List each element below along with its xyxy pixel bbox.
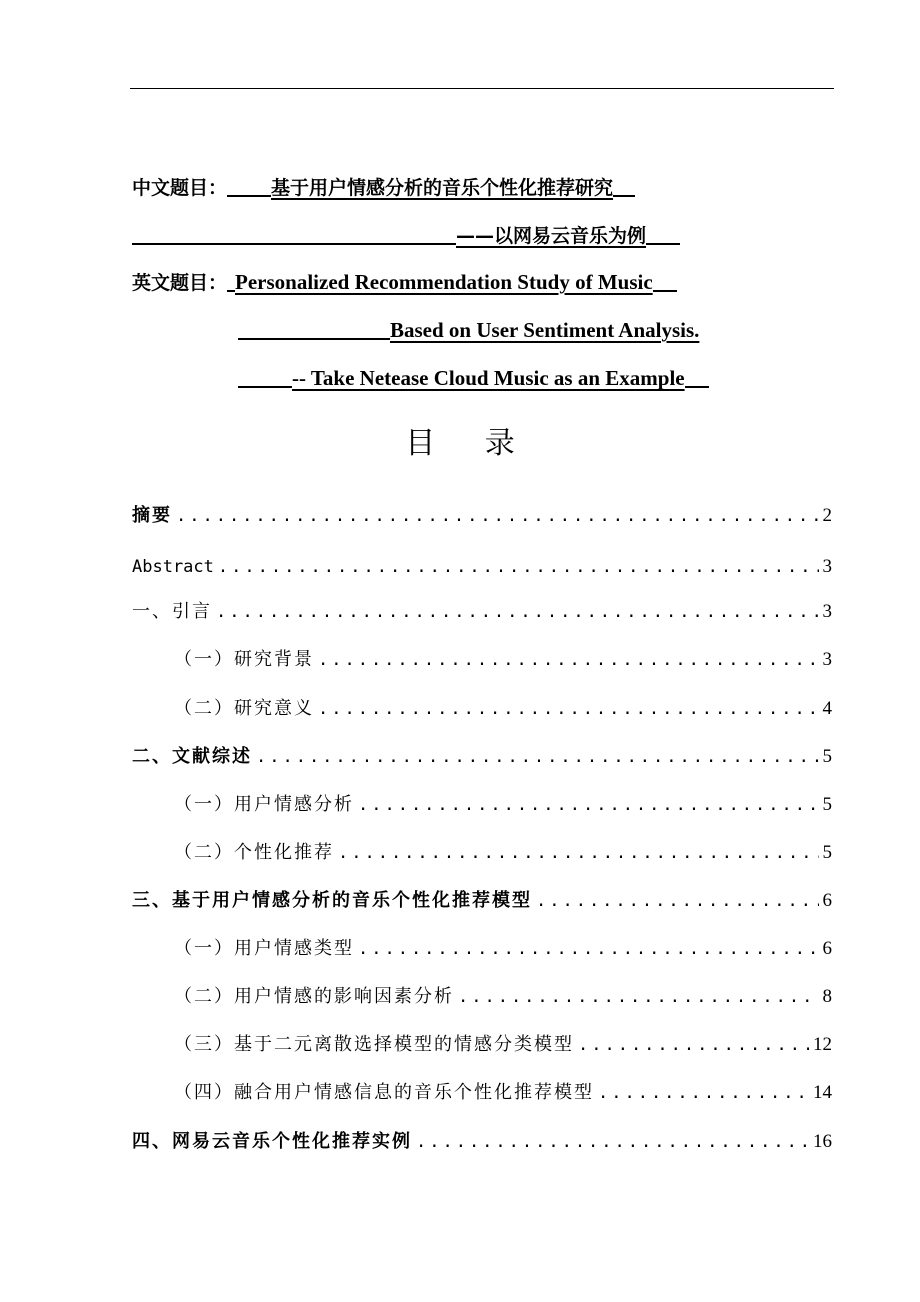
toc-leader-dots <box>358 791 819 819</box>
toc-entry-page: 5 <box>822 746 832 767</box>
toc-entry-page: 3 <box>822 649 832 670</box>
underline-blank <box>653 270 677 292</box>
toc-entry-page: 8 <box>822 986 832 1007</box>
toc-entry-title: （二）研究意义 <box>174 698 314 719</box>
toc-entry-title: （一）研究背景 <box>174 649 314 670</box>
header-rule <box>130 88 834 89</box>
toc-entry[interactable] <box>132 502 832 530</box>
en-title-label: 英文题目： <box>132 272 228 294</box>
cn-title-label: 中文题目： <box>132 177 228 199</box>
cn-title-line-2 <box>132 220 680 249</box>
cn-title-main: 基于用户情感分析的音乐个性化推荐研究 <box>271 177 614 199</box>
toc-entry[interactable] <box>132 887 832 915</box>
toc-entry-page: 5 <box>822 842 832 863</box>
toc-entry-title: Abstract <box>132 557 214 577</box>
toc-leader-dots <box>416 1128 809 1156</box>
toc-entry-title: （四）融合用户情感信息的音乐个性化推荐模型 <box>174 1082 594 1103</box>
cn-title-line-1 <box>132 172 635 201</box>
toc-entry[interactable] <box>174 935 832 963</box>
toc-leader-dots <box>458 983 819 1011</box>
toc-entry-page: 16 <box>813 1131 832 1152</box>
underline-blank <box>132 223 456 245</box>
toc-entry[interactable] <box>174 839 832 867</box>
underline-blank <box>646 223 680 245</box>
toc-entry[interactable] <box>174 695 832 723</box>
underline-blank <box>238 318 390 340</box>
toc-leader-dots <box>318 695 819 723</box>
toc-entry-page: 5 <box>822 794 832 815</box>
toc-entry-page: 14 <box>813 1082 832 1103</box>
toc-leader-dots <box>176 502 819 530</box>
toc-entry[interactable] <box>132 553 832 581</box>
toc-entry-title: （一）用户情感分析 <box>174 794 354 815</box>
toc-leader-dots <box>578 1031 809 1059</box>
toc-entry-title: （二）用户情感的影响因素分析 <box>174 986 454 1007</box>
toc-entry-title: 摘要 <box>132 505 172 526</box>
en-title-line-1 <box>132 267 677 296</box>
toc-entry-title: 三、基于用户情感分析的音乐个性化推荐模型 <box>132 890 532 911</box>
cn-title-sub: ——以网易云音乐为例 <box>456 225 647 247</box>
toc-entry-page: 3 <box>822 556 832 577</box>
underline-blank <box>227 175 271 197</box>
toc-entry[interactable] <box>132 743 832 771</box>
en-title-line-3 <box>238 363 709 391</box>
toc-leader-dots <box>338 839 819 867</box>
toc-entry[interactable] <box>174 646 832 674</box>
en-title-sub: Based on User Sentiment Analysis. <box>390 318 700 342</box>
toc-entry-page: 12 <box>813 1034 832 1055</box>
toc-entry-page: 6 <box>822 938 832 959</box>
toc-leader-dots <box>358 935 819 963</box>
toc-leader-dots <box>256 743 819 771</box>
toc-entry-page: 6 <box>822 890 832 911</box>
underline-blank <box>238 366 292 388</box>
toc-entry-title: （一）用户情感类型 <box>174 938 354 959</box>
toc-entry-title: （二）个性化推荐 <box>174 842 334 863</box>
underline-blank <box>685 366 709 388</box>
toc-entry-page: 3 <box>822 601 832 622</box>
toc-heading: 目 录 <box>405 426 535 461</box>
en-title-main: Personalized Recommendation Study of Music <box>235 270 653 294</box>
toc-leader-dots <box>318 646 819 674</box>
toc-entry-title: 二、文献综述 <box>132 746 252 767</box>
toc-entry[interactable] <box>174 1031 832 1059</box>
toc-entry-title: 一、引言 <box>132 601 212 622</box>
toc-entry-page: 4 <box>822 698 832 719</box>
underline-blank <box>227 270 235 292</box>
underline-blank <box>613 175 635 197</box>
toc-leader-dots <box>598 1079 809 1107</box>
toc-entry-title: （三）基于二元离散选择模型的情感分类模型 <box>174 1034 574 1055</box>
toc-entry[interactable] <box>174 983 832 1011</box>
en-title-example: -- Take Netease Cloud Music as an Example <box>292 366 685 390</box>
toc-leader-dots <box>218 553 819 581</box>
toc-leader-dots <box>216 598 819 626</box>
toc-entry-title: 四、网易云音乐个性化推荐实例 <box>132 1131 412 1152</box>
en-title-line-2 <box>238 315 699 343</box>
toc-entry[interactable] <box>132 1128 832 1156</box>
toc-entry[interactable] <box>132 598 832 626</box>
toc-leader-dots <box>536 887 819 915</box>
toc-entry-page: 2 <box>822 505 832 526</box>
toc-entry[interactable] <box>174 1079 832 1107</box>
toc-entry[interactable] <box>174 791 832 819</box>
